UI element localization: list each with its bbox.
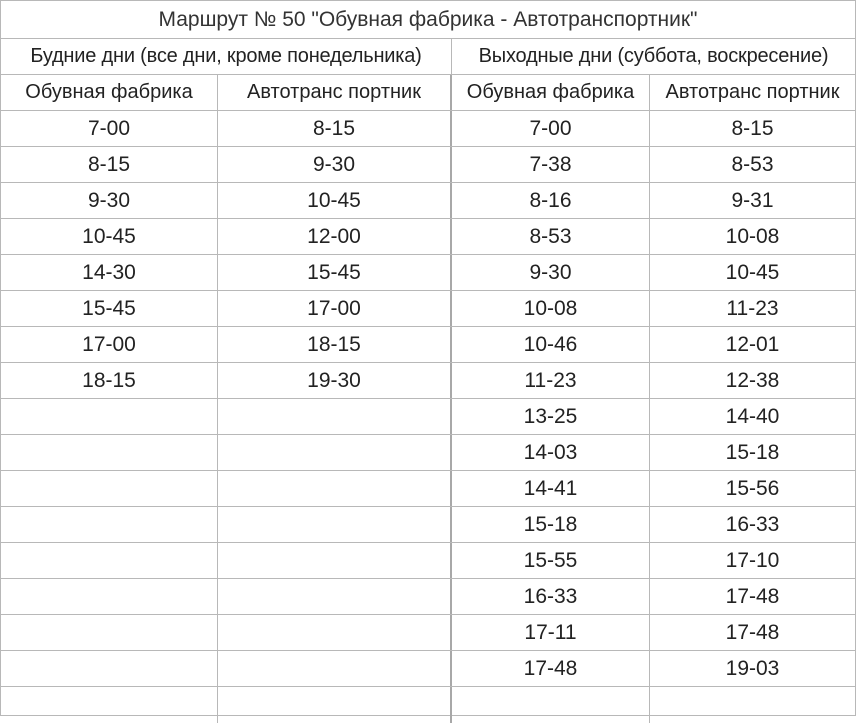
cell-weekday-from [1,507,218,542]
table-body [1,111,855,723]
table-row [1,147,855,183]
cell-weekend-from: 7-38 [452,147,650,182]
cell-weekday-from: 14-30 [1,255,218,290]
table-row [1,471,855,507]
column-header-weekday-to: Автотранс портник [218,75,452,110]
cell-weekend-to: 10-45 [725,260,780,284]
table-row [1,579,855,615]
cell-weekend-from [452,687,650,723]
cell-weekday-from [1,579,218,614]
cell-weekday-to [218,399,452,434]
cell-weekday-to: 17-00 [218,291,452,326]
cell-weekend-to [650,687,855,723]
cell-weekend-from: 13-25 [452,399,650,434]
column-header-weekend-from: Обувная фабрика [452,75,650,110]
cell-weekday-to [218,687,452,723]
cell-weekend-from: 10-08 [452,291,650,326]
cell-weekday-to [218,471,452,506]
table-row [1,111,855,147]
cell-weekend-to: 9-31 [731,188,774,212]
cell-weekday-to: 19-30 [218,363,452,398]
cell-weekend-from: 14-41 [452,471,650,506]
cell-weekday-from: 7-00 [1,111,218,146]
table-row [1,327,855,363]
cell-weekday-from [1,615,218,650]
table-row [1,255,855,291]
cell-weekend-from: 14-03 [452,435,650,470]
cell-weekday-from [1,651,218,686]
cell-weekday-to [218,651,452,686]
cell-weekday-to: 10-45 [218,183,452,218]
cell-weekend-from: 9-30 [452,255,650,290]
cell-weekend-from: 15-55 [452,543,650,578]
cell-weekend-to: 16-33 [725,512,780,536]
weekend-section-header: Выходные дни (суббота, воскресение) [478,45,829,67]
cell-weekday-from [1,435,218,470]
cell-weekend-from: 8-53 [452,219,650,254]
column-header-weekend-to: Автотранс портник [665,81,840,103]
table-row [1,291,855,327]
cell-weekend-to: 15-56 [725,476,780,500]
table-row [1,543,855,579]
cell-weekday-from: 18-15 [1,363,218,398]
section-header-row [1,39,855,75]
cell-weekday-from: 15-45 [1,291,218,326]
cell-weekday-from [1,687,218,723]
cell-weekend-to: 10-08 [725,224,780,248]
cell-weekday-to: 12-00 [218,219,452,254]
table-row [1,651,855,687]
cell-weekday-from [1,543,218,578]
cell-weekend-to: 11-23 [726,296,779,320]
cell-weekend-to: 15-18 [725,440,780,464]
cell-weekend-from: 10-46 [452,327,650,362]
cell-weekend-to: 12-38 [725,368,780,392]
cell-weekend-from: 7-00 [452,111,650,146]
table-row [1,687,855,723]
cell-weekend-from: 8-16 [452,183,650,218]
table-row [1,615,855,651]
cell-weekday-from [1,471,218,506]
cell-weekday-from: 10-45 [1,219,218,254]
cell-weekend-to: 12-01 [725,332,780,356]
cell-weekend-to: 8-53 [731,152,774,176]
cell-weekend-to: 14-40 [725,404,780,428]
cell-weekend-to: 8-15 [731,116,774,140]
cell-weekday-from: 9-30 [1,183,218,218]
table-row [1,183,855,219]
weekday-section-header: Будние дни (все дни, кроме понедельника) [1,39,452,74]
cell-weekend-to: 17-10 [725,548,780,572]
column-header-row [1,75,855,111]
cell-weekday-from: 8-15 [1,147,218,182]
cell-weekday-to: 15-45 [218,255,452,290]
table-row [1,435,855,471]
cell-weekday-to [218,543,452,578]
cell-weekday-from [1,399,218,434]
cell-weekday-to [218,507,452,542]
cell-weekday-to [218,435,452,470]
table-row [1,363,855,399]
table-row [1,399,855,435]
table-row [1,507,855,543]
table-row [1,219,855,255]
cell-weekday-from: 17-00 [1,327,218,362]
schedule-title: Маршрут № 50 "Обувная фабрика - Автотранспортник" [158,7,698,31]
cell-weekday-to: 9-30 [218,147,452,182]
cell-weekend-to: 19-03 [725,656,780,680]
cell-weekend-from: 17-11 [452,615,650,650]
cell-weekday-to [218,579,452,614]
cell-weekday-to [218,615,452,650]
cell-weekday-to: 8-15 [218,111,452,146]
cell-weekend-from: 17-48 [452,651,650,686]
cell-weekend-from: 15-18 [452,507,650,542]
cell-weekend-from: 11-23 [452,363,650,398]
cell-weekend-from: 16-33 [452,579,650,614]
cell-weekend-to: 17-48 [725,584,780,608]
title-row [1,1,855,39]
cell-weekday-to: 18-15 [218,327,452,362]
column-header-weekday-from: Обувная фабрика [1,75,218,110]
cell-weekend-to: 17-48 [725,620,780,644]
